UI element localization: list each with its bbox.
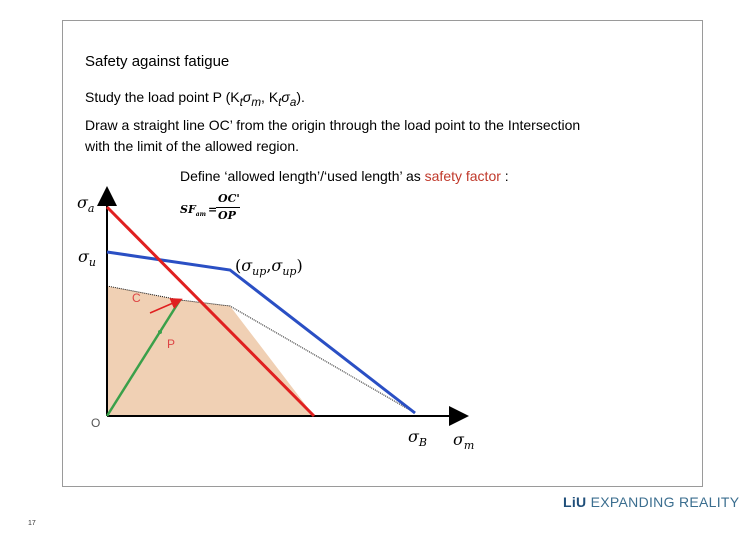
x-sigma: σ [453, 430, 464, 449]
sigma-u-label [78, 247, 96, 269]
allowed-region [107, 286, 314, 416]
define-prefix: Define ‘allowed length’/‘used length’ as [180, 168, 425, 184]
upper-s1: σ [241, 256, 253, 275]
study-suffix: ). [296, 89, 305, 105]
point-c-label: C [132, 291, 141, 305]
slide-title: Safety against fatigue [85, 53, 230, 70]
logo-tagline: EXPANDING REALITY [586, 494, 739, 510]
formula-sf-sub: am [195, 211, 207, 219]
define-suffix: : [500, 168, 509, 184]
b-sigma: σ [408, 427, 419, 446]
upper-close: ) [296, 256, 303, 275]
liu-logo [563, 494, 739, 510]
formula-numerator: OC' [218, 192, 240, 205]
u-sub: u [88, 256, 97, 270]
slide-number: 17 [28, 520, 36, 527]
study-sigma-a: σ [281, 89, 290, 105]
study-prefix: Study the load point P (K [85, 89, 240, 105]
study-m: m [251, 95, 262, 109]
safety-factor-highlight: safety factor [424, 168, 501, 184]
formula-denominator: OP [218, 209, 236, 222]
origin-label: O [91, 416, 101, 430]
x-sub: m [463, 439, 475, 453]
draw-text: Draw a straight line OC’ from the origin through the load point to the Intersection with the limit of the allowed region. [85, 117, 581, 154]
y-sigma: σ [77, 193, 88, 212]
x-axis-label [453, 430, 474, 452]
upper-s2: σ [271, 256, 283, 275]
upper-s1-sub: up [252, 265, 267, 279]
logo-brand: LiU [563, 494, 587, 510]
point-p-dot [158, 330, 162, 334]
point-p-label: P [167, 337, 176, 351]
y-sub: a [87, 202, 95, 216]
upper-comma: , [266, 256, 272, 275]
study-t2: t [278, 95, 282, 109]
sigma-b-label [408, 427, 427, 449]
upper-point-label [235, 256, 303, 278]
b-sub: B [418, 436, 428, 450]
study-mid: , K [261, 89, 279, 105]
y-axis-label [77, 193, 94, 215]
u-sigma: σ [78, 247, 89, 266]
study-t1: t [239, 95, 243, 109]
upper-open: ( [235, 256, 242, 275]
upper-s2-sub: up [282, 265, 297, 279]
formula-equals: = [208, 203, 218, 216]
formula-sf-label: SF [180, 203, 196, 216]
study-a: a [289, 95, 297, 109]
study-sigma-m: σ [242, 89, 252, 105]
